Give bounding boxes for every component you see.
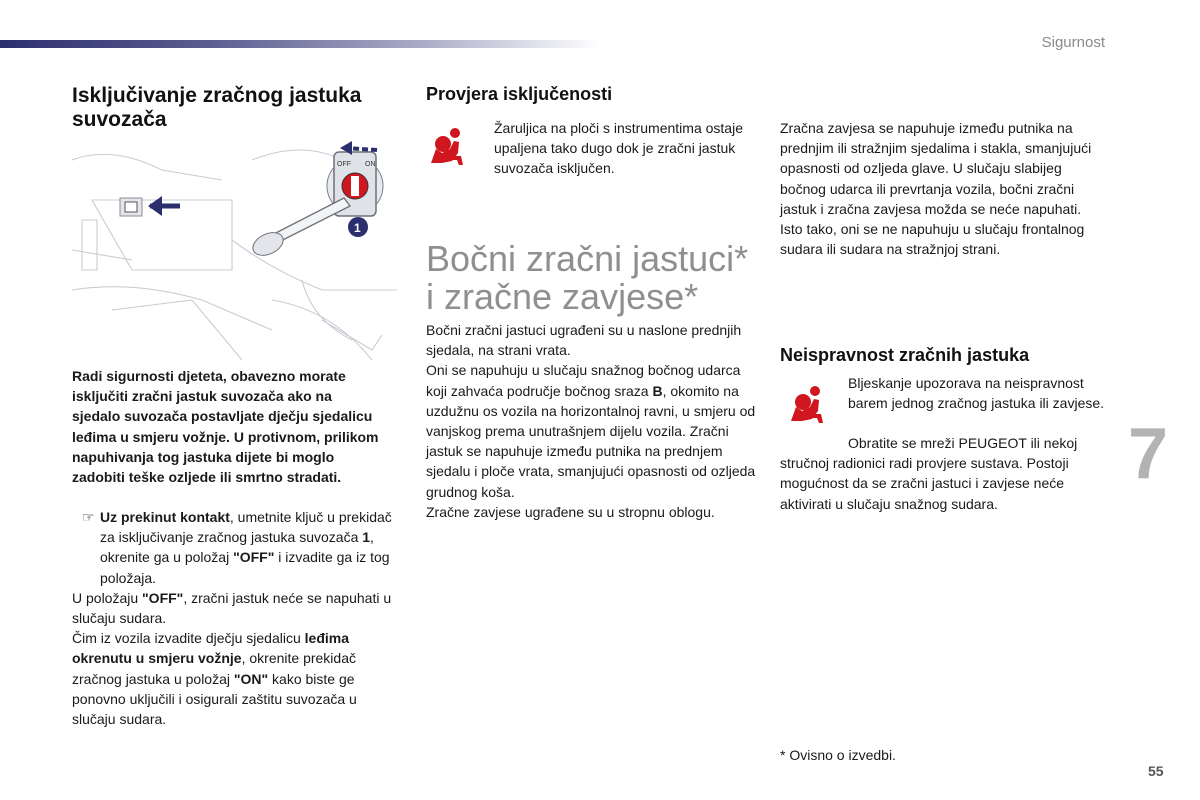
- fault-text-1: Bljeskanje upozorava na neispravnost barem jednog zračnog jastuka ili zavjese.: [848, 375, 1105, 412]
- big-title-line-2: i zračne zavjese*: [426, 276, 699, 317]
- chapter-number: 7: [1128, 414, 1169, 494]
- check-text: Žaruljica na ploči s instrumentima ostaje upaljena tako dugo dok je zračni jastuk suvozača isključen.: [494, 120, 743, 177]
- step-num: 1: [362, 529, 371, 546]
- body-2a: Oni se napuhuju u slučaju snažnog bočnog udarca koji zahvaća područje bočnog sraza: [426, 362, 741, 399]
- body-1: Bočni zračni jastuci ugrađeni su u naslone prednjih sjedala, na strani vrata.: [426, 322, 742, 359]
- rem-on: "ON": [233, 670, 269, 687]
- left-step: [72, 507, 392, 729]
- hand-bullet-icon: ☞: [82, 509, 95, 525]
- airbag-switch-illustration: [72, 140, 397, 360]
- step-bold: Uz prekinut kontakt: [100, 509, 230, 525]
- body-2b: B: [652, 382, 663, 399]
- svg-text:OFF: OFF: [337, 161, 351, 168]
- left-warning: Radi sigurnosti djeteta, obavezno morate isključiti zračni jastuk suvozača ako na sjedalo suvozača postavljate dječju sjedalicu leđima u smjeru vožnje. U protivnom, prilikom napuhivanja tog jastuka dijete bi moglo zadobiti teške ozljede ili smrtno stradati.: [72, 368, 379, 486]
- reminder-paragraph: [72, 628, 390, 729]
- airbag-warning-icon: [428, 127, 468, 167]
- rem-b: , okrenite prekidač zračnog jastuka u položaj: [72, 650, 356, 687]
- arrow-icon: [148, 196, 180, 216]
- footnote: * Ovisno o izvedbi.: [780, 747, 896, 763]
- airbag-warning-icon: [788, 385, 828, 425]
- left-title: Isključivanje zračnog jastuka suvozača: [72, 84, 362, 131]
- rem-a: Čim iz vozila izvadite dječju sjedalicu: [72, 630, 305, 647]
- svg-text:ON: ON: [365, 161, 376, 168]
- header-bar: [0, 40, 600, 48]
- big-title-line-1: Bočni zračni jastuci*: [426, 238, 749, 279]
- off-b: , zračni jastuk neće se napuhati u slučaju sudara.: [72, 589, 392, 627]
- check-title: Provjera isključenosti: [426, 84, 613, 104]
- big-title: [426, 240, 766, 316]
- body-3: Zračne zavjese ugrađene su u stropnu oblogu.: [426, 503, 715, 520]
- body-2c: , okomito na uzdužnu os vozila na horizontalnoj ravni, u smjeru od vanjskog prema unutrašnjem dijelu vozila. Zračni jastuk se napuhuje između putnika na prednjem sjedalu i ploče vrata, smanjujući opasnosti od ozljeda grudnog koša.: [426, 382, 756, 500]
- middle-body: [426, 320, 756, 522]
- off-a: U položaju: [72, 589, 143, 606]
- rem-c: kako biste ge ponovno uključili i osigurali zaštitu suvozača u slučaju sudara.: [72, 670, 357, 728]
- off-paragraph: [72, 588, 392, 628]
- step-text-a: , umetnite ključ u prekidač za isključivanje zračnog jastuka suvozača: [100, 509, 392, 546]
- off-bold: "OFF": [142, 589, 184, 606]
- rem-bold: leđima okrenutu u smjeru vožnje: [72, 630, 350, 667]
- step-text-c: i izvadite ga iz tog položaja.: [100, 549, 390, 586]
- body-2: [426, 360, 756, 501]
- svg-text:1: 1: [354, 221, 361, 235]
- step-text-b: , okrenite ga u položaj: [100, 529, 374, 566]
- curtain-text: Zračna zavjesa se napuhuje između putnika na prednjim ili stražnjim sjedalima i stakla, smanjujući opasnosti od ozljeda glave. U slučaju slabijeg bočnog udarca ili prevrtanja vozila, bočni zračni jastuk i zračna zavjesa možda se neće napuhati. Isto tako, oni se ne napuhuju u slučaju frontalnog sudara ili sudara na stražnjoj strani.: [780, 120, 1092, 258]
- fault-text-2: Obratite se mreži PEUGEOT ili nekoj stručnoj radionici radi provjere sustava. Postoji mogućnost da se zračni jastuci i zavjese neće aktivirati u slučaju snažnog sudara.: [780, 435, 1078, 512]
- fault-title: Neispravnost zračnih jastuka: [780, 345, 1030, 365]
- section-label: Sigurnost: [1041, 34, 1105, 51]
- page-number: 55: [1148, 763, 1164, 779]
- step-off: "OFF": [233, 549, 275, 566]
